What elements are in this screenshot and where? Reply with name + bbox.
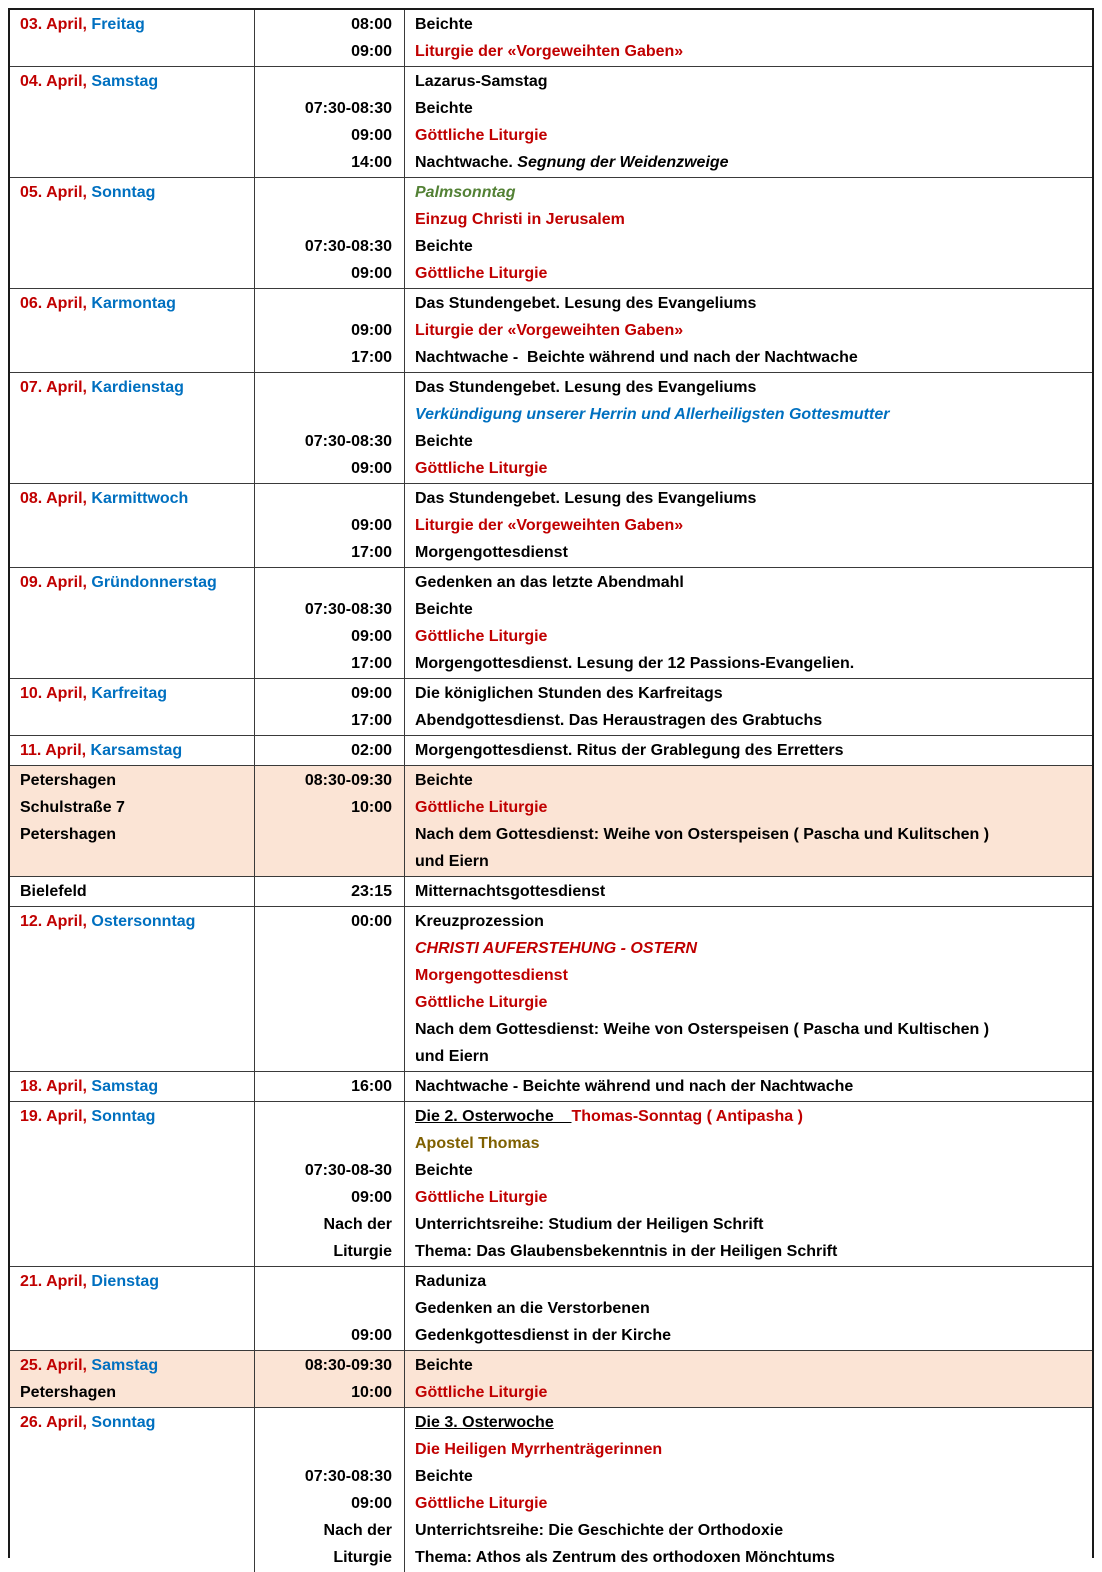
date-line xyxy=(20,878,250,905)
service-text: Beichte xyxy=(415,100,473,117)
date-cell xyxy=(10,736,255,765)
time-value: 17:00 xyxy=(351,544,392,561)
service-line xyxy=(415,821,1086,848)
time-value xyxy=(259,1043,392,1070)
service-text: Nachtwache. xyxy=(415,154,518,171)
service-cell xyxy=(405,1408,1092,1572)
table-row xyxy=(10,67,1092,178)
time-value: 17:00 xyxy=(351,655,392,672)
date-line xyxy=(20,374,250,401)
weekday-text: Sonntag xyxy=(86,1108,156,1125)
time-value: 09:00 xyxy=(351,1495,392,1512)
time-value xyxy=(259,179,392,206)
service-text: Nach dem Gottesdienst: Weihe von Osterspeisen ( Pascha und Kultischen ) xyxy=(415,1021,990,1038)
service-line xyxy=(415,1436,1086,1463)
date-cell xyxy=(10,907,255,1071)
date-cell xyxy=(10,178,255,288)
service-cell xyxy=(405,484,1092,567)
date-text: 06. April, xyxy=(20,295,87,312)
service-text: Raduniza xyxy=(415,1273,487,1290)
table-row xyxy=(10,766,1092,877)
date-text: 12. April, xyxy=(20,913,87,930)
service-text: Segnung der Weidenzweige xyxy=(517,154,729,171)
date-line xyxy=(20,1379,250,1406)
service-text: Die 3. Osterwoche xyxy=(415,1414,554,1431)
table-row xyxy=(10,877,1092,907)
service-line xyxy=(415,179,1086,206)
table-row xyxy=(10,568,1092,679)
service-cell xyxy=(405,1267,1092,1350)
service-line xyxy=(415,1130,1086,1157)
service-line xyxy=(415,1490,1086,1517)
service-line xyxy=(415,1544,1086,1571)
service-cell xyxy=(405,568,1092,678)
service-cell xyxy=(405,907,1092,1071)
time-value: Nach der xyxy=(323,1216,392,1233)
service-line xyxy=(415,794,1086,821)
time-value xyxy=(259,68,392,95)
service-line xyxy=(415,962,1086,989)
date-line xyxy=(20,11,250,38)
date-line xyxy=(20,1103,250,1130)
service-text: Nachtwache - Beichte während und nach der Nachtwache xyxy=(415,1078,854,1095)
service-line xyxy=(415,623,1086,650)
service-line xyxy=(415,935,1086,962)
time-cell xyxy=(255,1072,405,1101)
service-line xyxy=(415,11,1086,38)
service-cell xyxy=(405,736,1092,765)
date-cell xyxy=(10,289,255,372)
table-row xyxy=(10,484,1092,568)
service-line xyxy=(415,596,1086,623)
time-value: Liturgie xyxy=(333,1243,392,1260)
service-cell xyxy=(405,178,1092,288)
service-line xyxy=(415,1322,1086,1349)
service-text: Gedenken an die Verstorbenen xyxy=(415,1300,650,1317)
service-text: Unterrichtsreihe: Die Geschichte der Orthodoxie xyxy=(415,1522,784,1539)
weekday-text: Ostersonntag xyxy=(86,913,196,930)
time-cell xyxy=(255,736,405,765)
service-text: Nach dem Gottesdienst: Weihe von Osterspeisen ( Pascha und Kulitschen ) xyxy=(415,826,990,843)
time-value xyxy=(259,821,392,848)
time-value xyxy=(259,206,392,233)
time-value xyxy=(259,1268,392,1295)
service-line xyxy=(415,707,1086,734)
time-value: 02:00 xyxy=(351,742,392,759)
weekday-text: Karsamstag xyxy=(86,742,183,759)
service-text: Das Stundengebet. Lesung des Evangeliums xyxy=(415,490,757,507)
service-text: Thema: Das Glaubensbekenntnis in der Heiligen Schrift xyxy=(415,1243,838,1260)
service-text: Das Stundengebet. Lesung des Evangeliums xyxy=(415,379,757,396)
time-value: 14:00 xyxy=(351,154,392,171)
service-text: Morgengottesdienst xyxy=(415,544,568,561)
time-value xyxy=(259,374,392,401)
time-cell xyxy=(255,373,405,483)
service-line xyxy=(415,344,1086,371)
date-cell xyxy=(10,1408,255,1572)
weekday-text: Gründonnerstag xyxy=(86,574,217,591)
time-cell xyxy=(255,766,405,876)
service-text: Einzug Christi in Jerusalem xyxy=(415,211,625,228)
table-row xyxy=(10,1408,1092,1572)
service-text: Abendgottesdienst. Das Heraustragen des Grabtuchs xyxy=(415,712,823,729)
weekday-text: Karmontag xyxy=(86,295,176,312)
service-cell xyxy=(405,1102,1092,1266)
time-value: 10:00 xyxy=(351,1384,392,1401)
service-line xyxy=(415,1295,1086,1322)
time-value xyxy=(259,848,392,875)
service-line xyxy=(415,401,1086,428)
service-line xyxy=(415,374,1086,401)
service-line xyxy=(415,233,1086,260)
time-value: 09:00 xyxy=(351,1189,392,1206)
service-cell xyxy=(405,1351,1092,1407)
date-cell xyxy=(10,373,255,483)
date-line xyxy=(20,1268,250,1295)
service-text: Beichte xyxy=(415,1357,473,1374)
table-row xyxy=(10,1351,1092,1408)
date-cell xyxy=(10,766,255,876)
date-text: 11. April, xyxy=(20,742,87,759)
weekday-text: Kardienstag xyxy=(86,379,184,396)
service-cell xyxy=(405,766,1092,876)
service-text: Morgengottesdienst. Ritus der Grablegung des Erretters xyxy=(415,742,844,759)
service-text: Beichte xyxy=(415,1468,473,1485)
service-text: Göttliche Liturgie xyxy=(415,628,548,645)
time-cell xyxy=(255,679,405,735)
service-text: Thema: Athos als Zentrum des orthodoxen Mönchtums xyxy=(415,1549,835,1566)
service-line xyxy=(415,1157,1086,1184)
time-value: 00:00 xyxy=(351,913,392,930)
service-cell xyxy=(405,679,1092,735)
service-line xyxy=(415,1238,1086,1265)
service-line xyxy=(415,1103,1086,1130)
service-text: Beichte xyxy=(415,238,473,255)
service-text: Morgengottesdienst xyxy=(415,967,568,984)
weekday-text: Sonntag xyxy=(86,1414,156,1431)
service-line xyxy=(415,1016,1086,1043)
service-line xyxy=(415,455,1086,482)
date-line xyxy=(20,794,250,821)
service-text: Göttliche Liturgie xyxy=(415,1495,548,1512)
date-cell xyxy=(10,1351,255,1407)
date-line xyxy=(20,767,250,794)
date-text: 10. April, xyxy=(20,685,87,702)
service-text: Beichte xyxy=(415,433,473,450)
time-value: 10:00 xyxy=(351,799,392,816)
service-text: Gedenkgottesdienst in der Kirche xyxy=(415,1327,672,1344)
service-line xyxy=(415,95,1086,122)
date-text: 05. April, xyxy=(20,184,87,201)
table-row xyxy=(10,289,1092,373)
date-line xyxy=(20,821,250,848)
time-value: 07:30-08:30 xyxy=(304,1468,392,1485)
time-cell xyxy=(255,484,405,567)
service-line xyxy=(415,1043,1086,1070)
time-value: 07:30-08:30 xyxy=(304,238,392,255)
time-value xyxy=(259,401,392,428)
service-line xyxy=(415,1073,1086,1100)
date-line xyxy=(20,1352,250,1379)
service-text: Mitternachtsgottesdienst xyxy=(415,883,606,900)
service-text: Lazarus-Samstag xyxy=(415,73,548,90)
time-value: 09:00 xyxy=(351,517,392,534)
table-row xyxy=(10,1072,1092,1102)
time-value: 09:00 xyxy=(351,628,392,645)
time-value: 07:30-08-30 xyxy=(304,1162,392,1179)
service-text: Die königlichen Stunden des Karfreitags xyxy=(415,685,723,702)
time-value: 23:15 xyxy=(351,883,392,900)
service-text: Beichte xyxy=(415,601,473,618)
date-cell xyxy=(10,1267,255,1350)
date-cell xyxy=(10,877,255,906)
service-cell xyxy=(405,67,1092,177)
time-value: 09:00 xyxy=(351,127,392,144)
service-text: Die Heiligen Myrrhenträgerinnen xyxy=(415,1441,663,1458)
date-line xyxy=(20,68,250,95)
date-cell xyxy=(10,1072,255,1101)
service-text: CHRISTI AUFERSTEHUNG - OSTERN xyxy=(415,940,698,957)
date-text: Petershagen xyxy=(20,1384,117,1401)
service-text: Kreuzprozession xyxy=(415,913,544,930)
time-cell xyxy=(255,289,405,372)
weekday-text: Karmittwoch xyxy=(86,490,189,507)
time-value xyxy=(259,569,392,596)
service-line xyxy=(415,767,1086,794)
time-cell xyxy=(255,67,405,177)
service-line xyxy=(415,122,1086,149)
time-cell xyxy=(255,1102,405,1266)
table-row xyxy=(10,736,1092,766)
service-line xyxy=(415,680,1086,707)
service-text: Morgengottesdienst. Lesung der 12 Passions-Evangelien. xyxy=(415,655,855,672)
service-line xyxy=(415,1463,1086,1490)
date-line xyxy=(20,908,250,935)
service-text: und Eiern xyxy=(415,853,489,870)
time-value xyxy=(259,1409,392,1436)
time-value: 09:00 xyxy=(351,265,392,282)
date-line xyxy=(20,1073,250,1100)
service-cell xyxy=(405,373,1092,483)
time-value xyxy=(259,1103,392,1130)
date-text: 09. April, xyxy=(20,574,87,591)
weekday-text: Samstag xyxy=(86,1357,159,1374)
service-text: Göttliche Liturgie xyxy=(415,1384,548,1401)
service-text: Unterrichtsreihe: Studium der Heiligen Schrift xyxy=(415,1216,764,1233)
time-cell xyxy=(255,1408,405,1572)
time-value: 07:30-08:30 xyxy=(304,601,392,618)
service-cell xyxy=(405,10,1092,66)
service-text: Beichte xyxy=(415,772,473,789)
service-line xyxy=(415,569,1086,596)
service-line xyxy=(415,1379,1086,1406)
table-row xyxy=(10,1267,1092,1351)
service-cell xyxy=(405,877,1092,906)
time-value: Nach der xyxy=(323,1522,392,1539)
service-text: Liturgie der «Vorgeweihten Gaben» xyxy=(415,43,684,60)
date-text: 07. April, xyxy=(20,379,87,396)
date-cell xyxy=(10,67,255,177)
service-text: Apostel Thomas xyxy=(415,1135,540,1152)
service-line xyxy=(415,317,1086,344)
service-text: Beichte xyxy=(415,1162,473,1179)
service-line xyxy=(415,539,1086,566)
service-line xyxy=(415,1352,1086,1379)
table-row xyxy=(10,10,1092,67)
date-text: 25. April, xyxy=(20,1357,87,1374)
time-value: 09:00 xyxy=(351,460,392,477)
table-row xyxy=(10,373,1092,484)
date-text: Schulstraße 7 xyxy=(20,799,125,816)
time-value xyxy=(259,962,392,989)
date-cell xyxy=(10,484,255,567)
time-cell xyxy=(255,178,405,288)
weekday-text: Samstag xyxy=(86,1078,159,1095)
service-line xyxy=(415,1211,1086,1238)
date-line xyxy=(20,680,250,707)
time-value: 09:00 xyxy=(351,685,392,702)
service-line xyxy=(415,848,1086,875)
table-row xyxy=(10,907,1092,1072)
service-text: Nachtwache - Beichte während und nach der Nachtwache xyxy=(415,349,858,366)
service-text: Göttliche Liturgie xyxy=(415,1189,548,1206)
table-row xyxy=(10,679,1092,736)
time-value: 07:30-08:30 xyxy=(304,100,392,117)
time-value: 08:30-09:30 xyxy=(304,772,392,789)
date-cell xyxy=(10,10,255,66)
weekday-text: Sonntag xyxy=(86,184,156,201)
date-text: Petershagen xyxy=(20,826,117,843)
service-line xyxy=(415,908,1086,935)
time-value: 09:00 xyxy=(351,1327,392,1344)
service-line xyxy=(415,650,1086,677)
time-value: 08:30-09:30 xyxy=(304,1357,392,1374)
time-value: 17:00 xyxy=(351,349,392,366)
service-text: Gedenken an das letzte Abendmahl xyxy=(415,574,684,591)
date-text: 03. April, xyxy=(20,16,87,33)
time-value xyxy=(259,1016,392,1043)
service-line xyxy=(415,1409,1086,1436)
date-cell xyxy=(10,679,255,735)
service-line xyxy=(415,206,1086,233)
time-value xyxy=(259,1436,392,1463)
date-text: 26. April, xyxy=(20,1414,87,1431)
date-text: 04. April, xyxy=(20,73,87,90)
time-value: Liturgie xyxy=(333,1549,392,1566)
date-line xyxy=(20,737,250,764)
service-text: Göttliche Liturgie xyxy=(415,799,548,816)
service-text: Liturgie der «Vorgeweihten Gaben» xyxy=(415,322,684,339)
time-cell xyxy=(255,10,405,66)
time-cell xyxy=(255,877,405,906)
service-text: Göttliche Liturgie xyxy=(415,460,548,477)
time-value xyxy=(259,1130,392,1157)
service-text: Göttliche Liturgie xyxy=(415,127,548,144)
date-text: 18. April, xyxy=(20,1078,87,1095)
service-text: Göttliche Liturgie xyxy=(415,265,548,282)
service-line xyxy=(415,260,1086,287)
time-value: 09:00 xyxy=(351,322,392,339)
date-line xyxy=(20,1409,250,1436)
service-cell xyxy=(405,289,1092,372)
service-text: und Eiern xyxy=(415,1048,489,1065)
time-value xyxy=(259,935,392,962)
time-value: 09:00 xyxy=(351,43,392,60)
date-cell xyxy=(10,1102,255,1266)
date-text: 19. April, xyxy=(20,1108,87,1125)
time-value xyxy=(259,290,392,317)
service-cell xyxy=(405,1072,1092,1101)
service-line xyxy=(415,989,1086,1016)
service-text: Die 2. Osterwoche xyxy=(415,1108,572,1125)
schedule-table xyxy=(8,8,1094,1566)
service-line xyxy=(415,485,1086,512)
date-cell xyxy=(10,568,255,678)
service-line xyxy=(415,290,1086,317)
time-cell xyxy=(255,1351,405,1407)
weekday-text: Freitag xyxy=(86,16,145,33)
date-text: 08. April, xyxy=(20,490,87,507)
time-value xyxy=(259,485,392,512)
service-text: Das Stundengebet. Lesung des Evangeliums xyxy=(415,295,757,312)
time-cell xyxy=(255,1267,405,1350)
time-cell xyxy=(255,568,405,678)
service-text: Göttliche Liturgie xyxy=(415,994,548,1011)
time-value xyxy=(259,989,392,1016)
table-row xyxy=(10,1102,1092,1267)
date-line xyxy=(20,179,250,206)
time-value: 16:00 xyxy=(351,1078,392,1095)
time-value: 07:30-08:30 xyxy=(304,433,392,450)
service-line xyxy=(415,149,1086,176)
table-row xyxy=(10,178,1092,289)
service-line xyxy=(415,512,1086,539)
service-text: Verkündigung unserer Herrin und Allerheiligsten Gottesmutter xyxy=(415,406,890,423)
date-line xyxy=(20,569,250,596)
service-text: Liturgie der «Vorgeweihten Gaben» xyxy=(415,517,684,534)
service-line xyxy=(415,1268,1086,1295)
service-line xyxy=(415,38,1086,65)
date-line xyxy=(20,290,250,317)
service-line xyxy=(415,1517,1086,1544)
service-line xyxy=(415,878,1086,905)
date-text: Bielefeld xyxy=(20,883,87,900)
date-text: 21. April, xyxy=(20,1273,87,1290)
service-text: Palmsonntag xyxy=(415,184,516,201)
time-value: 08:00 xyxy=(351,16,392,33)
service-text: Thomas-Sonntag ( Antipasha ) xyxy=(571,1108,803,1125)
time-value: 17:00 xyxy=(351,712,392,729)
date-line xyxy=(20,485,250,512)
service-line xyxy=(415,428,1086,455)
date-text: Petershagen xyxy=(20,772,117,789)
weekday-text: Karfreitag xyxy=(86,685,168,702)
service-line xyxy=(415,68,1086,95)
weekday-text: Dienstag xyxy=(86,1273,159,1290)
time-value xyxy=(259,1295,392,1322)
weekday-text: Samstag xyxy=(86,73,159,90)
service-line xyxy=(415,737,1086,764)
service-line xyxy=(415,1184,1086,1211)
time-cell xyxy=(255,907,405,1071)
service-text: Beichte xyxy=(415,16,473,33)
